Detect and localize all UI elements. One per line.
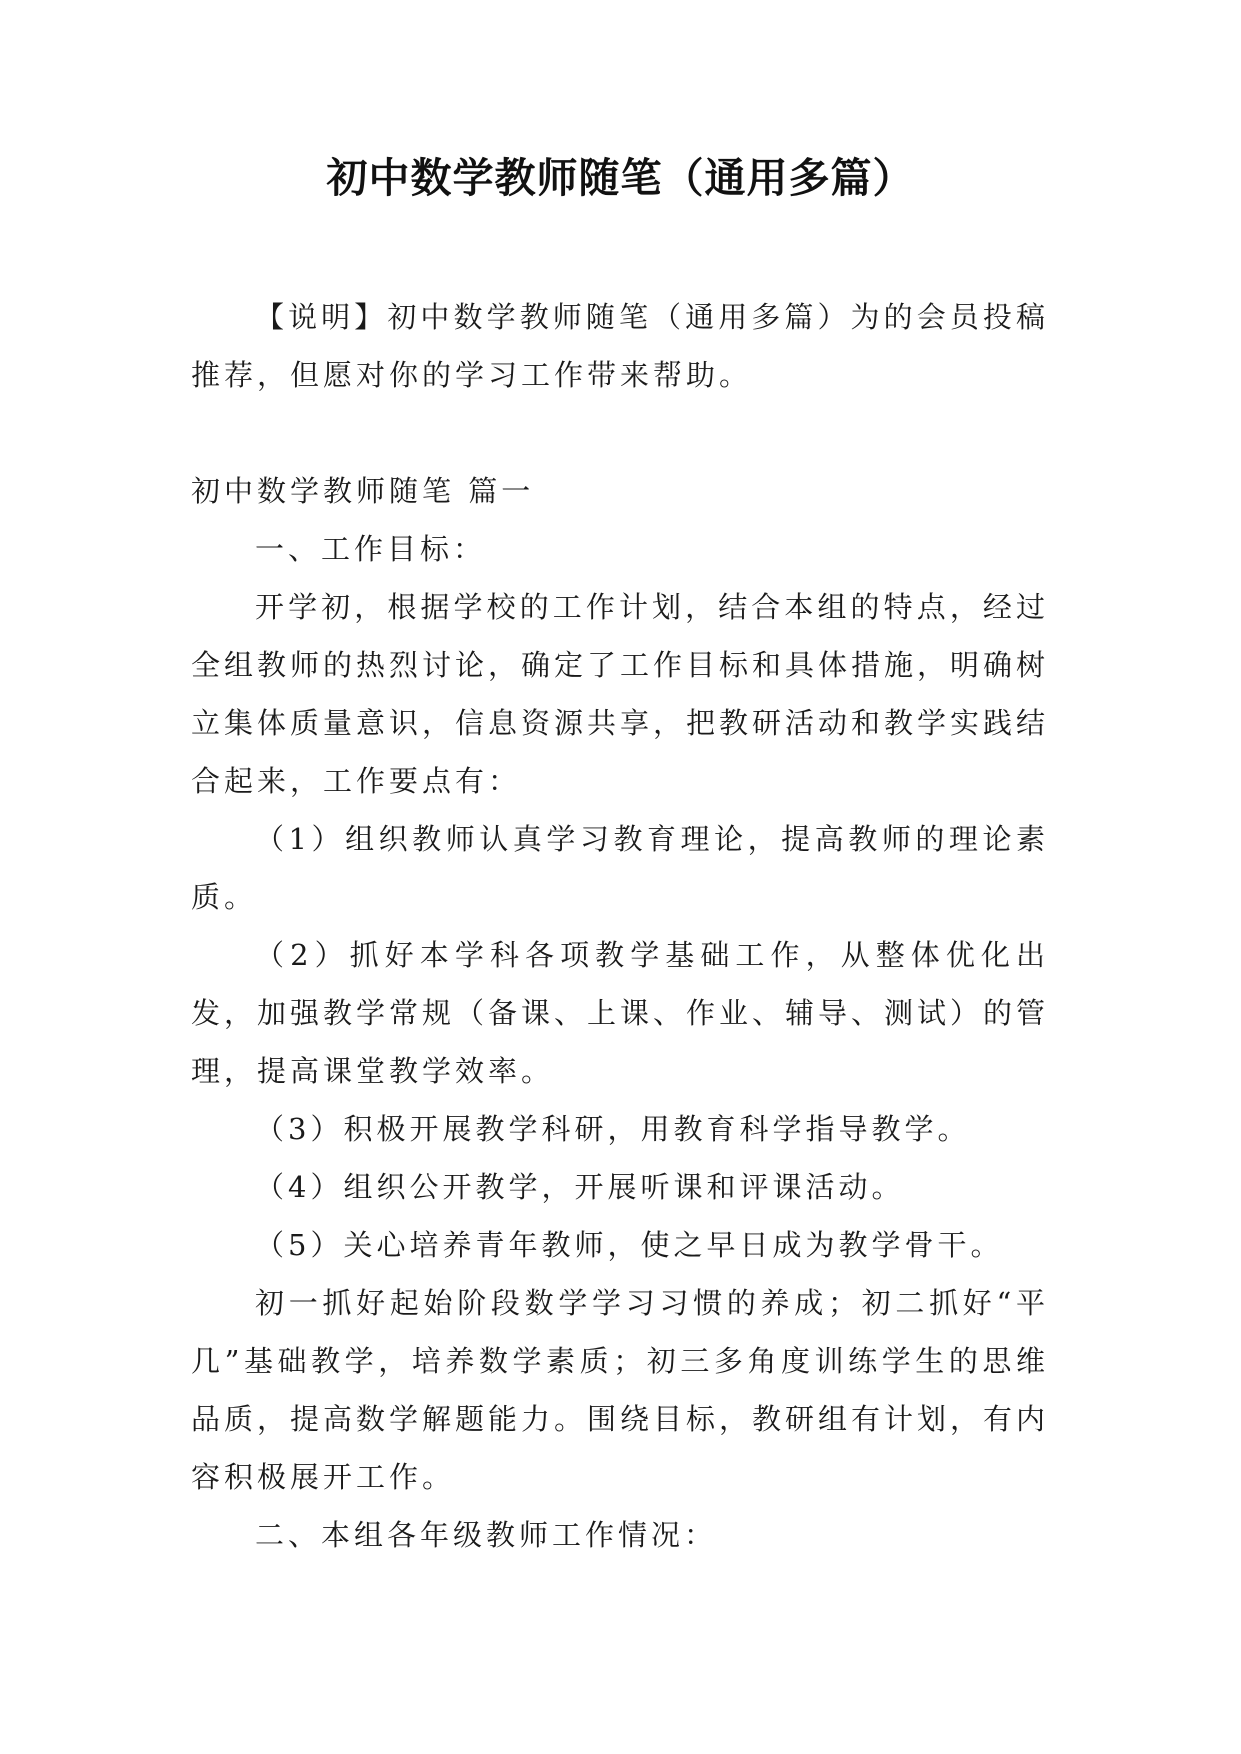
paragraph-7: （5）关心培养青年教师，使之早日成为教学骨干。 <box>255 1228 1004 1262</box>
paragraph-4: （2）抓好本学科各项教学基础工作，从整体优化出发，加强教学常规（备课、上课、作业、辅导、测试）的管理，提高课堂教学效率。 <box>191 938 1050 1088</box>
section-heading: 初中数学教师随笔 篇一 <box>191 474 535 508</box>
paragraph-8: 初一抓好起始阶段数学学习习惯的养成；初二抓好“平几”基础教学，培养数学素质；初三多角度训练学生的思维品质，提高数学解题能力。围绕目标，教研组有计划，有内容积极展开工作。 <box>191 1286 1050 1494</box>
paragraph-6: （4）组织公开教学，开展听课和评课活动。 <box>255 1170 905 1204</box>
paragraph-9: 二、本组各年级教师工作情况： <box>255 1518 718 1552</box>
paragraph-1: 一、工作目标： <box>255 532 487 566</box>
intro-paragraph: 【说明】初中数学教师随笔（通用多篇）为的会员投稿推荐，但愿对你的学习工作带来帮助。 <box>191 300 1049 392</box>
paragraph-5: （3）积极开展教学科研，用教育科学指导教学。 <box>255 1112 971 1146</box>
document-body <box>191 288 1049 1564</box>
paragraph-3: （1）组织教师认真学习教育理论，提高教师的理论素质。 <box>191 822 1049 914</box>
paragraph-2: 开学初，根据学校的工作计划，结合本组的特点，经过全组教师的热烈讨论，确定了工作目标和具体措施，明确树立集体质量意识，信息资源共享，把教研活动和教学实践结合起来，工作要点有： <box>191 590 1050 798</box>
document-title: 初中数学教师随笔（通用多篇） <box>326 154 915 202</box>
